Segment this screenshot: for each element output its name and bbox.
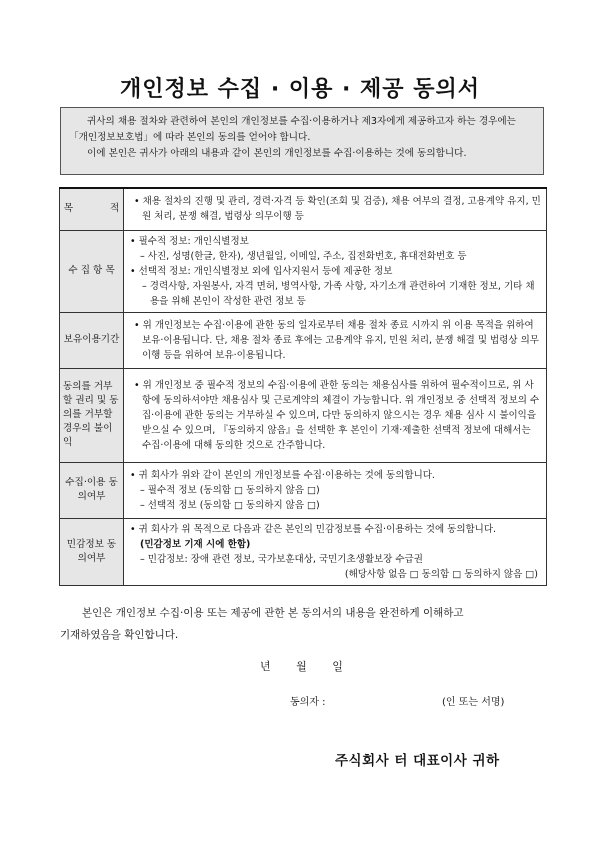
items-optional: 선택적 정보: 개인식별정보 외에 입사지원서 등에 제공한 정보 [138, 265, 393, 277]
sensitive-detail: – 민감정보: 장애 관련 정보, 국가보훈대상, 국민기초생활보장 수급권 [140, 553, 423, 565]
signature-label[interactable]: (인 또는 서명) [442, 697, 505, 708]
row-items: 수 집 항 목 • 필수적 정보: 개인식별정보 – 사진, 성명(한글, 한자), 생년월일, 이메일, 주소, 집전화번호, 휴대전화번호 등 • 선택적 정보: 개인식별정보 외에 입사지원서 등에 제공한 정보 – 경력사항, 자원봉사, 자격 면허, 병역사항, 가족 사항, 자기소개 관련하여 기재한 정보, 기타 채용을 위해 본인이 작성한 관련 정보 등 [60, 230, 547, 312]
row-agree: 수집·이용 동의여부 • 귀 회사가 위와 같이 본인의 개인정보를 수집·이용하는 것에 동의합니다. – 필수적 정보 (동의함 □ 동의하지 않음 □) – 선택적 정보 (동의함 □ 동의하지 않음 □) [60, 462, 547, 518]
label-items: 수 집 항 목 [60, 230, 124, 312]
intro-box [60, 107, 544, 175]
recipient-footer: 주식회사 터 대표이사 귀하 [335, 753, 500, 769]
label-sensitive: 민감정보 동의여부 [60, 518, 124, 585]
items-required-detail: – 사진, 성명(한글, 한자), 생년월일, 이메일, 주소, 집전화번호, 휴대전화번호 등 [140, 250, 467, 262]
intro-paragraph-2: 이에 본인은 귀사가 아래의 내용과 같이 본인의 개인정보를 수집·이용하는 것에 동의합니다. [87, 148, 467, 159]
intro-paragraph-1: 귀사의 채용 절차와 관련하여 본인의 개인정보를 수집·이용하거나 제3자에게 제공하고자 하는 경우에는 「개인정보보호법」에 따라 본인의 동의를 얻어야 합니다. [69, 116, 516, 143]
consent-table [59, 187, 547, 586]
sensitive-checkbox[interactable]: (해당사항 없음 □ 동의함 □ 동의하지 않음 □) [344, 568, 538, 580]
page-title: 개인정보 수집 · 이용 · 제공 동의서 [120, 77, 480, 102]
confirmation-text [60, 602, 546, 646]
items-optional-detail: – 경력사항, 자원봉사, 자격 면허, 병역사항, 가족 사항, 자기소개 관련하여 기재한 정보, 기타 채용을 위해 본인이 작성한 관련 정보 등 [142, 280, 535, 307]
agree-text: 귀 회사가 위와 같이 본인의 개인정보를 수집·이용하는 것에 동의합니다. [138, 469, 435, 481]
confirm-line-2: 기재하였음을 확인합니다. [60, 629, 179, 641]
label-retention: 보유이용기간 [60, 312, 124, 368]
date-field[interactable]: 년 월 일 [260, 660, 343, 673]
row-refusal: 동의를 거부할 권리 및 동의를 거부할 경우의 불이익 • 위 개인정보 중 필수적 정보의 수집·이용에 관한 동의는 채용심사를 위하여 필수적이므로, 위 사항에 동의하셔야만 채용심사 및 근로계약의 체결이 가능합니다. 위 개인정보 중 선택적 정보의 수집·이용에 관한 동의는 거부하실 수 있으며, 다만 동의하지 않으시는 경우 채용 심사 시 불이익을 받으실 수 있으며, 『동의하지 않음』을 선택한 후 본인이 기재·제출한 선택적 정보에 대해서는 수집·이용에 대해 동의한 것으로 간주합니다. [60, 368, 547, 462]
label-agree: 수집·이용 동의여부 [60, 462, 124, 518]
items-required: 필수적 정보: 개인식별정보 [138, 235, 249, 247]
agree-optional-checkbox[interactable]: – 선택적 정보 (동의함 □ 동의하지 않음 □) [140, 499, 320, 511]
sensitive-note: (민감정보 기재 시에 한함) [140, 538, 251, 550]
consenter-label[interactable]: 동의자 : [290, 697, 326, 708]
confirm-line-1: 본인은 개인정보 수집·이용 또는 제공에 관한 본 동의서의 내용을 완전하게 이해하고 [82, 607, 464, 619]
retention-text: 위 개인정보는 수집·이용에 관한 동의 일자로부터 채용 절차 종료 시까지 위 이용 목적을 위하여 보유·이용됩니다. 단, 채용 절차 종료 후에는 고용계약 유지, 민원 처리, 분쟁 해결 및 법령상 의무이행 등을 위하여 보유·이용됩니다. [142, 319, 539, 361]
agree-required-checkbox[interactable]: – 필수적 정보 (동의함 □ 동의하지 않음 □) [140, 484, 320, 496]
label-purpose: 목 적 [60, 188, 124, 230]
sensitive-text: 귀 회사가 위 목적으로 다음과 같은 본인의 민감정보를 수집·이용하는 것에 동의합니다. [138, 523, 497, 535]
row-sensitive: 민감정보 동의여부 • 귀 회사가 위 목적으로 다음과 같은 본인의 민감정보를 수집·이용하는 것에 동의합니다. (민감정보 기재 시에 한함) – 민감정보: 장애 관련 정보, 국가보훈대상, 국민기초생활보장 수급권 (해당사항 없음 □ 동의함 □ 동의하지 않음 □) [60, 518, 547, 585]
row-retention: 보유이용기간 • 위 개인정보는 수집·이용에 관한 동의 일자로부터 채용 절차 종료 시까지 위 이용 목적을 위하여 보유·이용됩니다. 단, 채용 절차 종료 후에는 고용계약 유지, 민원 처리, 분쟁 해결 및 법령상 의무이행 등을 위하여 보유·이용됩니다. [60, 312, 547, 368]
label-refusal: 동의를 거부할 권리 및 동의를 거부할 경우의 불이익 [60, 368, 124, 462]
refusal-text: 위 개인정보 중 필수적 정보의 수집·이용에 관한 동의는 채용심사를 위하여 필수적이므로, 위 사항에 동의하셔야만 채용심사 및 근로계약의 체결이 가능합니다. 위 개인정보 중 선택적 정보의 수집·이용에 관한 동의는 거부하실 수 있으며, 다만 동의하지 않으시는 경우 채용 심사 시 불이익을 받으실 수 있으며, 『동의하지 않음』을 선택한 후 본인이 기재·제출한 선택적 정보에 대해서는 수집·이용에 대해 동의한 것으로 간주합니다. [142, 379, 540, 451]
purpose-text: 채용 절차의 진행 및 관리, 경력·자격 등 확인(조회 및 검증), 채용 여부의 결정, 고용계약 유지, 민원 처리, 분쟁 해결, 법령상 의무이행 등 [142, 196, 541, 223]
row-purpose: 목 적 • 채용 절차의 진행 및 관리, 경력·자격 등 확인(조회 및 검증), 채용 여부의 결정, 고용계약 유지, 민원 처리, 분쟁 해결, 법령상 의무이행 등 [60, 188, 547, 230]
